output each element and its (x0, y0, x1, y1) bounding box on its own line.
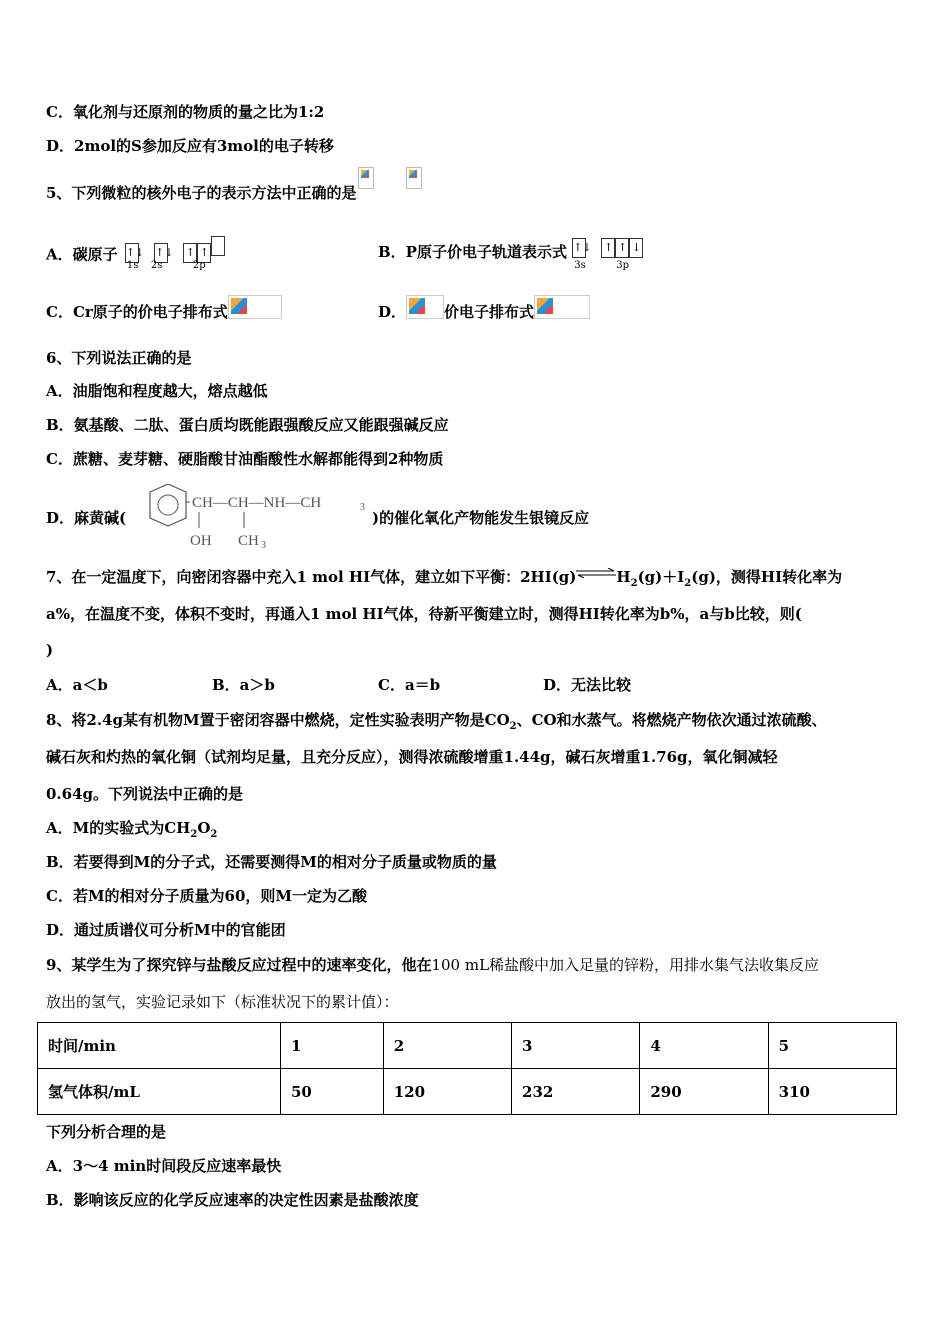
q8-opt-a-sub2: 2 (210, 829, 218, 840)
orbital-3p-2: ↑ (615, 238, 629, 258)
label-3s: 3s (574, 260, 586, 271)
table-cell: 时间/min (38, 1023, 281, 1069)
q6-option-c: C．蔗糖、麦芽糖、硬脂酸甘油酯酸性水解都能得到2种物质 (46, 450, 444, 468)
label-1s: 1s (126, 260, 139, 271)
q5-option-d-prefix: D． (378, 303, 407, 321)
q9-line-2: 放出的氢气，实验记录如下（标准状况下的累计值）： (46, 993, 399, 1011)
label-2p: 2p (192, 260, 206, 271)
ephedrine-structure (130, 484, 370, 550)
table-cell: 3 (512, 1023, 640, 1069)
struct-ch3-sub: 3 (261, 540, 266, 550)
table-cell: 4 (640, 1023, 768, 1069)
image-placeholder-icon (537, 298, 553, 314)
q7-line1-d: (g)，测得HI转化率为 (691, 568, 843, 586)
table-cell: 50 (281, 1069, 384, 1115)
label-2s: 2s (150, 260, 163, 271)
struct-sub-3: 3 (360, 502, 365, 513)
q9-line1-a: 9、某学生为了探究锌与盐酸反应过程中的速率变化，他在 (46, 956, 432, 974)
struct-oh: OH (190, 533, 212, 549)
table-cell: 1 (281, 1023, 384, 1069)
table-cell: 232 (512, 1069, 640, 1115)
table-cell: 290 (640, 1069, 768, 1115)
orbital-3p-3: ↓ (629, 238, 643, 258)
table-cell: 2 (383, 1023, 511, 1069)
image-placeholder-icon (406, 167, 422, 189)
orbital-1s: ↑↓ (125, 243, 139, 263)
image-placeholder-icon (231, 298, 247, 314)
phosphorus-orbital-diagram (572, 236, 643, 271)
q5-option-a-text: A．碳原子 (46, 245, 118, 264)
q8-line1-a: 8、将2.4g某有机物M置于密闭容器中燃烧，定性实验表明产物是CO (46, 711, 510, 729)
q7-sub-1: 2 (630, 578, 638, 589)
orbital-2p-3 (211, 236, 225, 256)
q8-line1-b: 、CO和水蒸气。将燃烧产物依次通过浓硫酸、 (516, 711, 827, 729)
q8-line-3: 0.64g。下列说法中正确的是 (46, 785, 244, 803)
q7-line1-b: H (616, 568, 631, 586)
label-3p: 3p (616, 260, 629, 271)
table-cell: 120 (383, 1069, 511, 1115)
q6-option-b: B．氨基酸、二肽、蛋白质均既能跟强酸反应又能跟强碱反应 (46, 416, 449, 434)
q8-option-b: B．若要得到M的分子式，还需要测得M的相对分子质量或物质的量 (46, 853, 497, 871)
q8-sub: 2 (509, 721, 517, 732)
q7-line-1 (46, 567, 842, 594)
q5-stem-text: 5、下列微粒的核外电子的表示方法中正确的是 (46, 184, 357, 202)
q9-option-a: A．3～4 min时间段反应速率最快 (46, 1157, 282, 1175)
q7-option-c: C．a＝b (378, 676, 441, 694)
q8-line-1 (46, 710, 827, 737)
q5-stem (46, 183, 422, 205)
q6-option-d-suffix: )的催化氧化产物能发生银镜反应 (372, 509, 590, 527)
q5-option-d (378, 301, 590, 325)
q5-option-a (46, 242, 225, 269)
benzene-ring (150, 484, 186, 526)
q8-option-d: D．通过质谱仪可分析M中的官能团 (46, 921, 286, 939)
image-placeholder-icon (409, 298, 425, 314)
formula-image-placeholder (534, 295, 590, 319)
q5-option-b-text: B．P原子价电子轨道表示式 (378, 243, 567, 261)
table-cell: 310 (768, 1069, 896, 1115)
q7-option-d: D．无法比较 (543, 676, 632, 694)
orbital-3s: ↑↓ (572, 238, 586, 258)
formula-image-placeholder (228, 295, 282, 319)
q5-option-d-suffix: 价电子排布式 (444, 303, 535, 321)
q8-option-a-pre: A．M的实验式为CH (46, 819, 191, 837)
q8-opt-a-sub1: 2 (190, 829, 198, 840)
table-row (38, 1023, 897, 1069)
q5-option-c-text: C．Cr原子的价电子排布式 (46, 303, 228, 321)
q8-option-c: C．若M的相对分子质量为60，则M一定为乙酸 (46, 887, 368, 905)
equilibrium-arrow-icon (576, 563, 616, 583)
struct-ch3: CH (238, 533, 259, 549)
q4-option-d: D．2mol的S参加反应有3mol的电子转移 (46, 137, 334, 155)
table-cell: 5 (768, 1023, 896, 1069)
q9-line-1 (46, 955, 819, 975)
table-row (38, 1069, 897, 1115)
orbital-3p-1: ↑ (601, 238, 615, 258)
hydrogen-volume-table (37, 1022, 897, 1115)
q8-option-a-mid: O (197, 819, 211, 837)
q9-option-b: B．影响该反应的化学反应速率的决定性因素是盐酸浓度 (46, 1191, 419, 1209)
q7-line-3: ) (46, 641, 54, 659)
carbon-orbital-diagram (125, 236, 225, 271)
q5-option-b (378, 241, 643, 271)
q7-line-2: a%，在温度不变，体积不变时，再通入1 mol HI气体，待新平衡建立时，测得HI转化率为b%，a与b比较，则( (46, 605, 802, 623)
q8-line-2: 碱石灰和灼热的氧化铜（试剂均足量，且充分反应），测得浓硫酸增重1.44g，碱石灰增重1.76g，氧化铜减轻 (46, 748, 778, 766)
orbital-2p-1: ↑ (183, 243, 197, 263)
q7-line1-a: 7、在一定温度下，向密闭容器中充入1 mol HI气体，建立如下平衡：2HI(g) (46, 568, 577, 586)
q5-option-c (46, 301, 282, 325)
table-cell: 氢气体积/mL (38, 1069, 281, 1115)
orbital-2s: ↑↓ (154, 243, 168, 263)
q7-sub-2: 2 (684, 578, 692, 589)
benzene-inner-circle (158, 495, 178, 515)
q4-option-c: C．氧化剂与还原剂的物质的量之比为1:2 (46, 103, 325, 121)
ion-image-placeholder (406, 295, 444, 319)
q9-after-table: 下列分析合理的是 (46, 1123, 167, 1141)
q6-stem: 6、下列说法正确的是 (46, 349, 192, 367)
q9-line1-b: 100 mL稀盐酸中加入足量的锌粉，用排水集气法收集反应 (431, 956, 820, 974)
image-placeholder-icon (358, 167, 374, 189)
q7-option-b: B．a＞b (212, 676, 275, 694)
q8-option-a (46, 818, 217, 845)
q6-option-d-prefix: D．麻黄碱( (46, 509, 127, 527)
q7-line1-c: (g)＋I (637, 568, 685, 586)
orbital-2p-2: ↑ (197, 243, 211, 263)
struct-chain: CH—CH—NH—CH (192, 495, 322, 511)
q6-option-a: A．油脂饱和程度越大，熔点越低 (46, 382, 268, 400)
q7-option-a: A．a＜b (46, 676, 108, 694)
